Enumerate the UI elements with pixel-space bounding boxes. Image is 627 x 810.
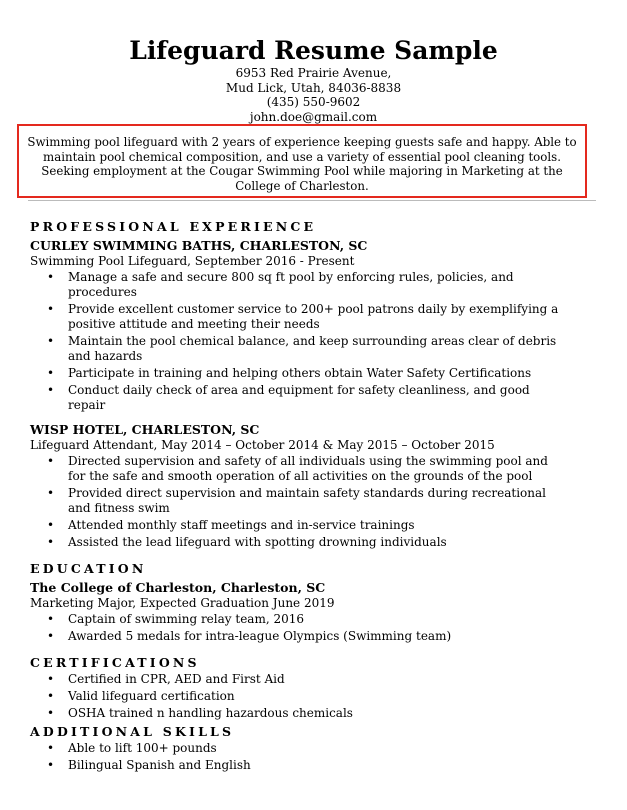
- job-employer: WISP HOTEL, CHARLESTON, SC: [30, 422, 260, 437]
- education-bullets: [30, 612, 600, 644]
- list-item: • Participate in training and helping others obtain Water Safety Certifications: [47, 366, 532, 380]
- list-item: • Assisted the lead lifeguard with spotting drowning individuals: [47, 535, 447, 549]
- job-employer: CURLEY SWIMMING BATHS, CHARLESTON, SC: [30, 238, 368, 253]
- contact-email: john.doe@gmail.com: [249, 109, 378, 124]
- contact-phone: (435) 550-9602: [266, 95, 361, 109]
- bullet-icon: •: [47, 518, 55, 532]
- bullet-icon: •: [47, 383, 55, 397]
- bullet-icon: •: [47, 270, 55, 284]
- divider-rule: [28, 200, 596, 201]
- list-item: • Captain of swimming relay team, 2016: [47, 612, 304, 626]
- education-heading: EDUCATION: [30, 561, 147, 576]
- job-role: Lifeguard Attendant, May 2014 – October 2014 & May 2015 – October 2015: [30, 438, 495, 452]
- bullet-icon: •: [47, 672, 55, 686]
- list-item: • Bilingual Spanish and English: [47, 758, 251, 772]
- bullet-icon: •: [47, 741, 55, 755]
- list-item: • Provide excellent customer service to 200+ pool patrons daily by exemplifying a positive attitude and meeting their needs: [47, 302, 559, 331]
- bullet-icon: •: [47, 454, 55, 468]
- bullet-icon: •: [47, 612, 55, 626]
- job-bullets: [30, 454, 600, 550]
- experience-heading: PROFESSIONAL EXPERIENCE: [30, 219, 317, 234]
- skills-bullets: [30, 741, 600, 773]
- education-school: The College of Charleston, Charleston, SC: [30, 580, 326, 595]
- bullet-icon: •: [47, 302, 55, 316]
- certifications-heading: CERTIFICATIONS: [30, 655, 200, 670]
- list-item: • Directed supervision and safety of all individuals using the swimming pool and for the safe and smooth operation of all activities on the grounds of the pool: [47, 454, 548, 483]
- list-item: • OSHA trained n handling hazardous chemicals: [47, 706, 353, 720]
- bullet-icon: •: [47, 334, 55, 348]
- resume-body: [30, 218, 600, 775]
- bullet-icon: •: [47, 366, 55, 380]
- list-item: • Awarded 5 medals for intra-league Olympics (Swimming team): [47, 629, 452, 643]
- list-item: • Able to lift 100+ pounds: [47, 741, 217, 755]
- list-item: • Provided direct supervision and maintain safety standards during recreational and fitness swim: [47, 486, 546, 515]
- bullet-icon: •: [47, 689, 55, 703]
- bullet-icon: •: [47, 706, 55, 720]
- job-entry: [30, 422, 600, 550]
- bullet-icon: •: [47, 758, 55, 772]
- resume-title: Lifeguard Resume Sample: [129, 36, 498, 65]
- list-item: • Conduct daily check of area and equipment for safety cleanliness, and good repair: [47, 383, 530, 412]
- job-role: Swimming Pool Lifeguard, September 2016 - Present: [30, 254, 355, 268]
- list-item: • Attended monthly staff meetings and in-service trainings: [47, 518, 415, 532]
- job-bullets: [30, 270, 600, 413]
- job-entry: [30, 238, 600, 413]
- contact-street: 6953 Red Prairie Avenue,: [235, 66, 392, 80]
- bullet-icon: •: [47, 629, 55, 643]
- bullet-icon: •: [47, 486, 55, 500]
- list-item: • Maintain the pool chemical balance, and keep surrounding areas clear of debris and hazards: [47, 334, 557, 363]
- education-degree: Marketing Major, Expected Graduation June 2019: [30, 596, 335, 610]
- bullet-icon: •: [47, 535, 55, 549]
- summary-text: Swimming pool lifeguard with 2 years of experience keeping guests safe and happy. Able to maintain pool chemical composition, and use a variety of essential pool cleaning tools. Seeking employment at the Cougar Swimming Pool while majoring in Marketing at the College of Charleston.: [27, 135, 577, 193]
- contact-city: Mud Lick, Utah, 84036-8838: [225, 80, 402, 95]
- list-item: • Manage a safe and secure 800 sq ft pool by enforcing rules, policies, and procedures: [47, 270, 514, 299]
- list-item: • Valid lifeguard certification: [47, 689, 235, 703]
- list-item: • Certified in CPR, AED and First Aid: [47, 672, 285, 686]
- contact-block: [0, 66, 627, 124]
- certifications-bullets: [30, 672, 600, 721]
- skills-heading: ADDITIONAL SKILLS: [30, 724, 235, 739]
